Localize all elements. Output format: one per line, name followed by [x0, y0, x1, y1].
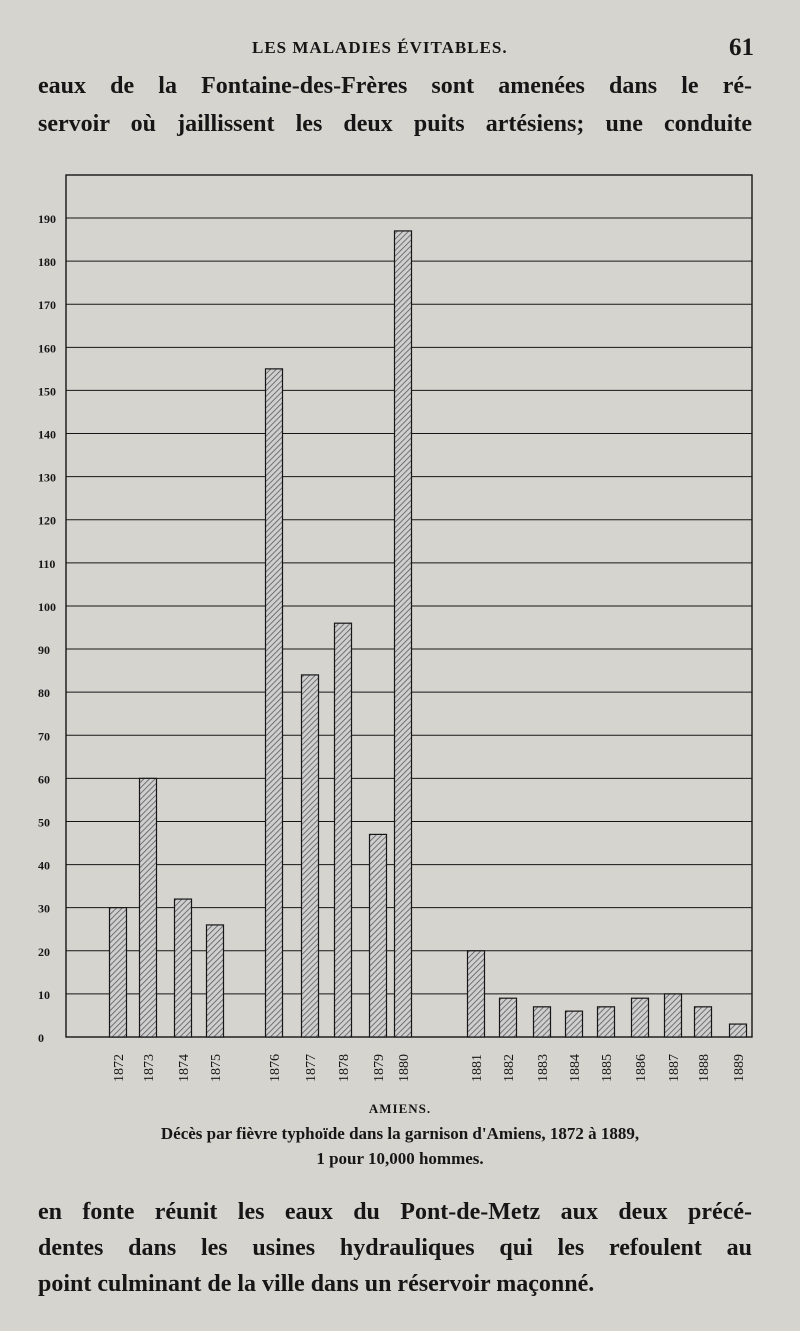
bar-1886: [632, 998, 649, 1037]
bar-1882: [500, 998, 517, 1037]
bar-1881: [468, 951, 485, 1037]
y-tick-label: 90: [38, 643, 50, 658]
y-tick-labels: [38, 212, 56, 1045]
x-tick-label-1878: 1878: [337, 1054, 352, 1082]
y-tick-label: 0: [38, 1031, 44, 1045]
bar-1877: [302, 675, 319, 1037]
y-tick-label: 100: [38, 599, 56, 614]
x-tick-label-1885: 1885: [600, 1054, 615, 1082]
y-tick-label: 190: [38, 212, 56, 226]
y-tick-label: 60: [38, 772, 50, 787]
y-tick-label: 40: [38, 858, 50, 873]
x-tick-label-1881: 1881: [470, 1054, 485, 1082]
bar-1876: [266, 369, 283, 1037]
x-tick-label-1872: 1872: [112, 1054, 127, 1082]
y-tick-label: 150: [38, 384, 56, 399]
running-title: LES MALADIES ÉVITABLES.: [252, 38, 508, 57]
y-tick-label: 120: [38, 513, 56, 528]
y-tick-label: 180: [38, 255, 56, 270]
y-tick-label: 160: [38, 341, 56, 356]
text-line-bottom-3: point culminant de la ville dans un réservoir maçonné.: [38, 1271, 595, 1297]
bar-1879: [370, 834, 387, 1037]
x-tick-label-1874: 1874: [177, 1054, 192, 1082]
text-line-top-2: servoir où jaillissent les deux puits artésiens; une conduite: [38, 111, 752, 137]
bar-1885: [598, 1007, 615, 1037]
bar-1880: [395, 231, 412, 1037]
x-tick-label-1883: 1883: [536, 1054, 551, 1082]
bar-1878: [335, 623, 352, 1037]
x-tick-label-1880: 1880: [397, 1054, 412, 1082]
x-tick-label-1888: 1888: [697, 1054, 712, 1082]
bar-1872: [110, 908, 127, 1037]
x-tick-label-1886: 1886: [634, 1054, 649, 1082]
x-tick-label-1887: 1887: [667, 1054, 682, 1082]
bar-1875: [207, 925, 224, 1037]
bar-1884: [566, 1011, 583, 1037]
bars: [110, 231, 747, 1037]
y-tick-label: 30: [38, 901, 50, 916]
caption-line-2: 1 pour 10,000 hommes.: [316, 1149, 484, 1168]
y-tick-label: 170: [38, 298, 56, 313]
x-tick-label-1873: 1873: [142, 1054, 157, 1082]
y-tick-label: 140: [38, 427, 56, 442]
text-line-bottom-1: en fonte réunit les eaux du Pont-de-Metz aux deux précé-: [38, 1199, 752, 1225]
bar-1873: [140, 778, 157, 1037]
y-tick-label: 110: [38, 556, 56, 571]
bar-1883: [534, 1007, 551, 1037]
x-tick-label-1882: 1882: [502, 1054, 517, 1082]
x-tick-label-1879: 1879: [372, 1054, 387, 1082]
y-tick-label: 130: [38, 470, 56, 485]
page-number: 61: [729, 34, 754, 61]
y-tick-label: 70: [38, 729, 50, 744]
bar-1887: [665, 994, 682, 1037]
x-tick-labels: [112, 1054, 747, 1082]
text-line-bottom-2: dentes dans les usines hydrauliques qui les refoulent au: [38, 1235, 752, 1261]
x-tick-label-1875: 1875: [209, 1054, 224, 1082]
caption-line-1: Décès par fièvre typhoïde dans la garnison d'Amiens, 1872 à 1889,: [160, 1124, 640, 1143]
x-tick-label-1884: 1884: [568, 1054, 583, 1082]
x-tick-label-1889: 1889: [732, 1054, 747, 1082]
bar-1874: [175, 899, 192, 1037]
x-tick-label-1876: 1876: [268, 1054, 283, 1082]
y-tick-label: 10: [38, 987, 50, 1002]
text-line-top-1: eaux de la Fontaine-des-Frères sont amenées dans le ré-: [38, 73, 752, 99]
y-tick-label: 50: [38, 815, 50, 830]
y-tick-label: 80: [38, 686, 50, 701]
x-tick-label-1877: 1877: [304, 1054, 319, 1082]
y-tick-label: 20: [38, 944, 50, 959]
caption-place: AMIENS.: [368, 1101, 432, 1116]
bar-1889: [730, 1024, 747, 1037]
bar-1888: [695, 1007, 712, 1037]
